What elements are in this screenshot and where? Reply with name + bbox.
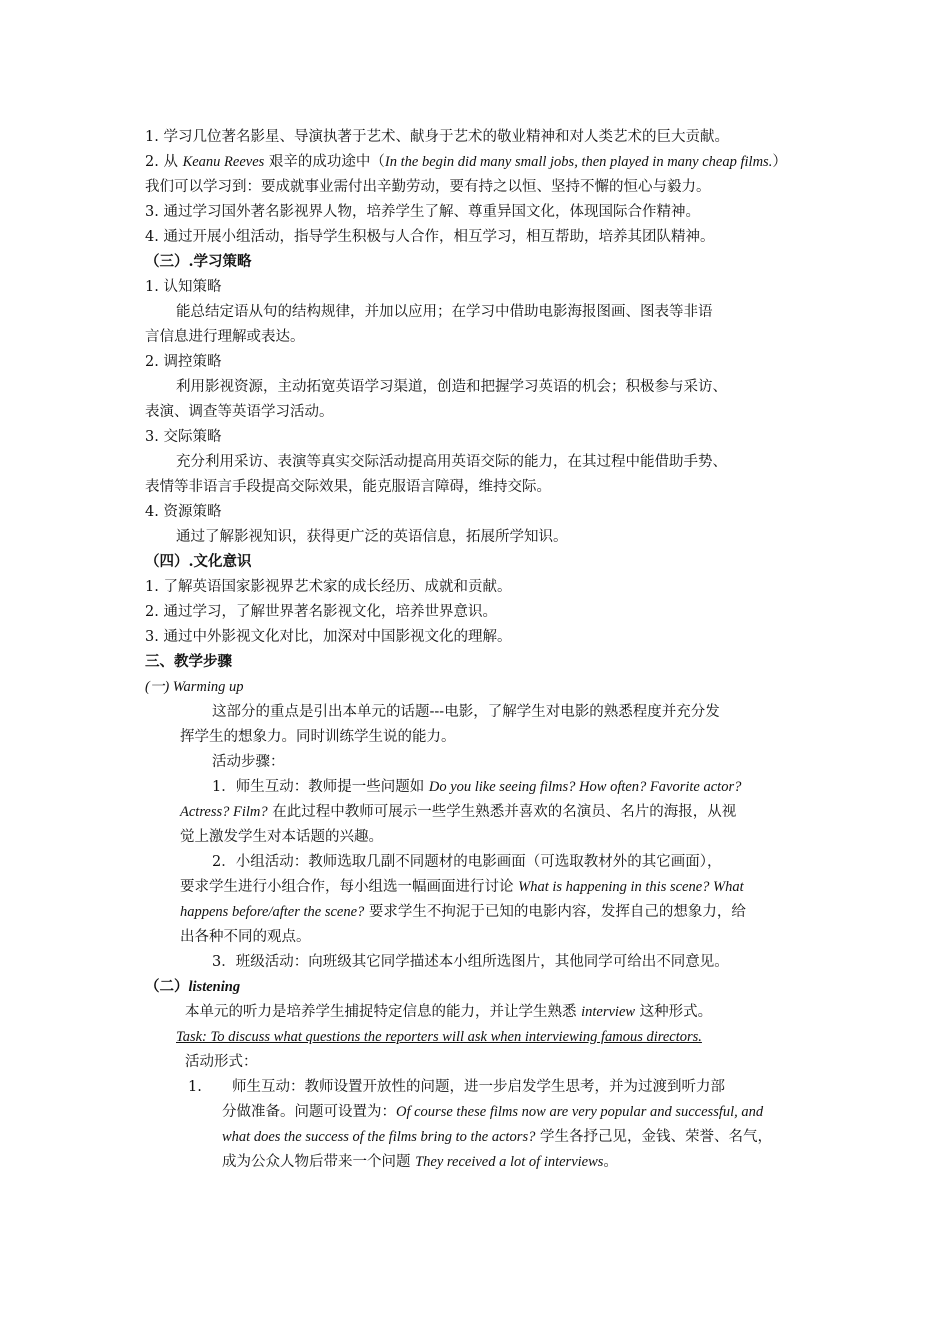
warming-step-1-prefix: 1．师生互动：教师提一些问题如 xyxy=(212,779,429,795)
listening-intro-suffix: 这种形式。 xyxy=(635,1004,713,1020)
warming-up-title-text: (一) Warming up xyxy=(145,679,244,695)
strategy-4-line-1-text: 通过了解影视知识，获得更广泛的英语信息，拓展所学知识。 xyxy=(176,529,568,545)
strategy-2-line-1-text: 利用影视资源，主动拓宽英语学习渠道，创造和把握学习英语的机会；积极参与采访、 xyxy=(176,379,727,395)
strategy-3-line-1 xyxy=(176,450,727,474)
listening-form-label-text: 活动形式： xyxy=(185,1054,258,1070)
strategy-3-title xyxy=(145,425,221,449)
goal-2-name: Keanu Reeves xyxy=(182,154,265,170)
warming-step-1-line-2-text: 在此过程中教师可展示一些学生熟悉并喜欢的名演员、名片的海报，从视 xyxy=(267,804,737,820)
listening-item-1-line-4-text: 成为公众人物后带来一个问题 xyxy=(222,1154,416,1170)
strategy-1-line-1-text: 能总结定语从句的结构规律，并加以应用；在学习中借助电影海报图画、图表等非语 xyxy=(176,304,713,320)
listening-item-1-line-2 xyxy=(222,1100,763,1124)
listening-item-1-line-2-english: Of course these films now are very popular and successful, and xyxy=(396,1104,764,1120)
listening-item-1-line-4-english: They received a lot of interviews xyxy=(415,1154,604,1170)
listening-item-1-line-2-text: 分做准备。问题可设置为： xyxy=(222,1104,396,1120)
warming-step-2-line-2-text: 要求学生进行小组合作，每小组选一幅画面进行讨论 xyxy=(180,879,519,895)
strategy-4-title-text: 4. 资源策略 xyxy=(145,504,222,520)
strategy-2-title xyxy=(145,350,221,374)
strategy-2-line-2 xyxy=(145,400,334,424)
warming-up-intro-line-1 xyxy=(212,700,720,724)
strategy-3-line-2 xyxy=(145,475,551,499)
strategy-3-line-1-text: 充分利用采访、表演等真实交际活动提高用英语交际的能力，在其过程中能借助手势、 xyxy=(176,454,727,470)
culture-3-text: 3. 通过中外影视文化对比，加深对中国影视文化的理解。 xyxy=(145,629,512,645)
warming-step-2-line-1-text: 2．小组活动：教师选取几副不同题材的电影画面（可选取教材外的其它画面）， xyxy=(212,854,722,870)
warming-step-2-line-4 xyxy=(180,925,311,949)
warming-up-steps-label xyxy=(212,750,285,774)
goal-2 xyxy=(145,150,787,174)
warming-step-2-line-2-english: What is happening in this scene? What xyxy=(518,879,744,895)
strategy-1-line-2 xyxy=(145,325,305,349)
listening-item-1-line-3-english: what does the success of the films bring to the actors? xyxy=(222,1129,536,1145)
warming-up-intro-line-2 xyxy=(180,725,456,749)
culture-2 xyxy=(145,600,497,624)
warming-step-2-line-4-text: 出各种不同的观点。 xyxy=(180,929,311,945)
warming-step-3-text: 3．班级活动：向班级其它同学描述本小组所选图片，其他同学可给出不同意见。 xyxy=(212,954,729,970)
warming-up-title xyxy=(145,675,244,699)
strategy-4-line-1 xyxy=(176,525,568,549)
steps-heading xyxy=(145,650,232,674)
strategy-2-line-1 xyxy=(176,375,727,399)
goal-3-text: 3. 通过学习国外著名影视界人物，培养学生了解、尊重异国文化，体现国际合作精神。 xyxy=(145,204,700,220)
listening-task xyxy=(176,1025,702,1049)
warming-step-1-line-2 xyxy=(180,800,736,824)
warming-step-2-line-3 xyxy=(180,900,746,924)
goal-2-mid: 艰辛的成功途中（ xyxy=(264,154,385,170)
strategy-2-title-text: 2. 调控策略 xyxy=(145,354,222,370)
strategy-3-title-text: 3. 交际策略 xyxy=(145,429,222,445)
goal-2-line-2 xyxy=(145,175,711,199)
strategy-3-line-2-text: 表情等非语言手段提高交际效果，能克服语言障碍，维持交际。 xyxy=(145,479,551,495)
listening-item-1-number-text: 1. xyxy=(188,1079,202,1095)
listening-heading-number: （二） xyxy=(145,978,189,995)
warming-step-1-line-3-text: 觉上激发学生对本话题的兴趣。 xyxy=(180,829,383,845)
goal-2-line-2-text: 我们可以学习到：要成就事业需付出辛勤劳动，要有持之以恒、坚持不懈的恒心与毅力。 xyxy=(145,179,711,195)
warming-step-2-line-3-english: happens before/after the scene? xyxy=(180,904,365,920)
culture-heading-text: （四）.文化意识 xyxy=(145,553,252,570)
strategy-heading xyxy=(145,250,252,274)
warming-step-1-english: Do you like seeing films? How often? Favorite actor? xyxy=(428,779,742,795)
goal-2-english: In the begin did many small jobs, then played in many cheap films. xyxy=(384,154,773,170)
goal-4-text: 4. 通过开展小组活动，指导学生积极与人合作，相互学习，相互帮助，培养其团队精神。 xyxy=(145,229,715,245)
warming-step-2-line-2 xyxy=(180,875,744,899)
strategy-heading-text: （三）.学习策略 xyxy=(145,253,252,270)
strategy-1-title xyxy=(145,275,221,299)
warming-up-intro-line-2-text: 挥学生的想象力。同时训练学生说的能力。 xyxy=(180,729,456,745)
listening-item-1-line-1-text: 师生互动：教师设置开放性的问题，进一步启发学生思考，并为过渡到听力部 xyxy=(232,1079,725,1095)
warming-step-2-line-1 xyxy=(212,850,721,874)
culture-heading xyxy=(145,550,252,574)
listening-form-label xyxy=(185,1050,258,1074)
culture-1 xyxy=(145,575,511,599)
listening-item-1-line-4-suffix: 。 xyxy=(603,1154,618,1170)
goal-4 xyxy=(145,225,714,249)
goal-2-prefix: 2. 从 xyxy=(145,154,183,170)
strategy-4-title xyxy=(145,500,221,524)
steps-heading-text: 三、教学步骤 xyxy=(145,653,232,670)
strategy-2-line-2-text: 表演、调查等英语学习活动。 xyxy=(145,404,334,420)
warming-step-2-line-3-text: 要求学生不拘泥于已知的电影内容，发挥自己的想象力，给 xyxy=(364,904,746,920)
warming-step-1-line-3 xyxy=(180,825,383,849)
strategy-1-line-2-text: 言信息进行理解或表达。 xyxy=(145,329,305,345)
warming-step-1-line-1 xyxy=(212,775,741,799)
strategy-1-title-text: 1. 认知策略 xyxy=(145,279,222,295)
goal-1 xyxy=(145,125,729,149)
listening-item-1-line-3-text: 学生各抒己见，金钱、荣誉、名气， xyxy=(535,1129,772,1145)
listening-item-1-line-4 xyxy=(222,1150,618,1174)
goal-2-suffix: ） xyxy=(772,154,787,170)
warming-up-steps-label-text: 活动步骤： xyxy=(212,754,285,770)
listening-item-1-number xyxy=(188,1075,202,1099)
warming-step-3 xyxy=(212,950,729,974)
warming-up-intro-line-1-text: 这部分的重点是引出本单元的话题---电影，了解学生对电影的熟悉程度并充分发 xyxy=(212,704,720,720)
listening-heading-english: listening xyxy=(188,979,241,995)
listening-item-1-line-1 xyxy=(232,1075,725,1099)
culture-3 xyxy=(145,625,511,649)
goal-3 xyxy=(145,200,700,224)
listening-item-1-line-3 xyxy=(222,1125,772,1149)
listening-intro-text: 本单元的听力是培养学生捕捉特定信息的能力，并让学生熟悉 xyxy=(185,1004,582,1020)
listening-task-text: Task: To discuss what questions the reporters will ask when interviewing famous directors. xyxy=(176,1029,702,1045)
listening-heading xyxy=(145,975,240,999)
listening-intro-english: interview xyxy=(581,1004,636,1020)
listening-intro xyxy=(185,1000,712,1024)
goal-1-text: 1. 学习几位著名影星、导演执著于艺术、献身于艺术的敬业精神和对人类艺术的巨大贡献。 xyxy=(145,129,729,145)
warming-step-1-line-2-english: Actress? Film? xyxy=(180,804,268,820)
strategy-1-line-1 xyxy=(176,300,713,324)
culture-1-text: 1. 了解英语国家影视界艺术家的成长经历、成就和贡献。 xyxy=(145,579,512,595)
culture-2-text: 2. 通过学习，了解世界著名影视文化，培养世界意识。 xyxy=(145,604,497,620)
